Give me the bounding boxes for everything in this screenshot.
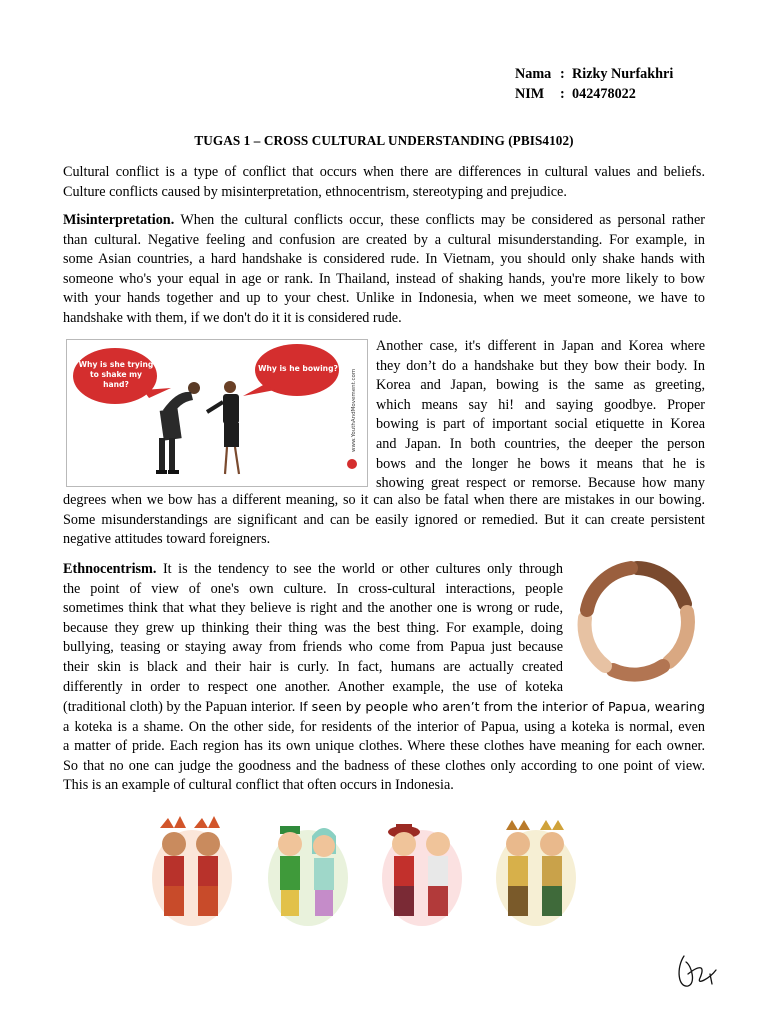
bowing-line: they don’t do a handshake but they bow their body. In xyxy=(376,357,705,374)
ethnocentrism-line-1 xyxy=(63,560,563,580)
bubble-left-text: Why is she trying to shake my hand? xyxy=(78,360,154,389)
misinterpretation-heading: Misinterpretation. xyxy=(63,212,175,228)
bowing-continuation xyxy=(63,491,705,550)
bubble-right-text: Why is he bowing? xyxy=(258,364,338,373)
bowing-line: showing great respect or remorse. Because how many xyxy=(376,475,705,492)
misinterpretation-line-1 xyxy=(63,211,705,231)
bowing-full-line: degrees when we bow has a different meaning, so it can also be fatal when there are mistakes in our bowing. xyxy=(63,492,705,508)
ethnocentrism-line: their skin is black and their hair is curly. In fact, humans are actually created xyxy=(63,658,563,675)
ethnocentrism-line-8a: (traditional cloth) by the Papuan interior. xyxy=(63,699,296,715)
bowing-man xyxy=(156,382,200,474)
intro-paragraph xyxy=(63,163,705,202)
couple-3 xyxy=(382,824,462,926)
bowing-full-line: negative attitudes toward foreigners. xyxy=(63,531,271,548)
ethnocentrism-mixed-line xyxy=(63,697,705,718)
nim-sep: : xyxy=(560,86,565,102)
bowing-illustration-svg xyxy=(67,340,367,486)
ethnocentrism-full-line: a koteka is a shame. On the other side, for residents of the interior of Papua, using a koteka is normal, even xyxy=(63,718,705,735)
bowing-full-line: Some misunderstandings are significant and can be easily ignored or remedied. But it can create persistent xyxy=(63,511,705,528)
couple-2 xyxy=(268,826,348,926)
misinterpretation-line: handshake with them, if we don't do it it is considered rude. xyxy=(63,309,402,326)
bowing-line: which means say hi! and saying goodbye. Proper xyxy=(376,396,705,413)
bowing-side-text xyxy=(376,337,705,494)
ethnocentrism-text: It is the tendency to see the world or other cultures only through xyxy=(156,561,563,577)
misinterpretation-line: someone who's your equal in age or rank. In Thailand, instead of shaking hands, you're more likely to bow xyxy=(63,270,705,287)
couple-4 xyxy=(496,820,576,926)
name-value: Rizky Nurfakhri xyxy=(572,66,674,82)
signature-mark xyxy=(670,948,726,996)
bowing-line: and Japan. In both countries, the deeper the person xyxy=(376,435,705,452)
ethnocentrism-line: bullying, teasing or staying away from friends who come from Papua just because xyxy=(63,639,563,656)
hands-circle-image xyxy=(573,558,701,686)
nim-key: NIM xyxy=(515,86,545,102)
bow-watermark: www.YouthAndMovement.com xyxy=(351,368,357,452)
bubble-left-text-wrap xyxy=(77,360,155,394)
bowing-illustration xyxy=(66,339,368,487)
misinterpretation-line: than cultural. Negative feeling and confusion are created by a cultural misunderstanding. For example, in xyxy=(63,231,705,248)
signature-svg xyxy=(670,948,726,996)
ethnocentrism-line: sometimes think that what they believe is right and the another one is wrong or rude, xyxy=(63,600,563,617)
traditional-couples-image xyxy=(150,814,580,930)
page-title: TUGAS 1 – CROSS CULTURAL UNDERSTANDING (PBIS4102) xyxy=(194,133,574,148)
bowing-line: Korea and Japan, bowing is the same as greeting, xyxy=(376,377,705,394)
ethnocentrism-line: because they grew up thinking their thing was the best thing. For example, doing xyxy=(63,619,563,636)
ethnocentrism-line-8b: If seen by people who aren’t from the interior of Papua, wearing xyxy=(295,699,706,714)
student-info xyxy=(515,64,673,104)
bubble-right-text-wrap xyxy=(257,364,339,380)
misinterpretation-line: with your hands together and up to your chest. Unlike in Indonesia, when we meet someone, we have to xyxy=(63,290,705,307)
ethnocentrism-full-line: This is an example of cultural conflict that often occurs in Indonesia. xyxy=(63,777,454,794)
ethnocentrism-full-line: So that no one can judge the goodness and the badness of these clothes only according to one point of view. xyxy=(63,757,705,774)
name-key: Nama xyxy=(515,66,552,82)
bowing-line: bows and the longer he bows it means that he is xyxy=(376,455,705,472)
misinterpretation-paragraph xyxy=(63,211,705,329)
ethnocentrism-line: differently in order to respect one another. Another example, the use of koteka xyxy=(63,678,563,695)
ethnocentrism-full-line: a matter of pride. Each region has its own unique clothes. Where these clothes have meaning for each owner. xyxy=(63,738,705,755)
ethnocentrism-continuation xyxy=(63,697,705,796)
couple-1 xyxy=(152,816,232,926)
nim-value: 042478022 xyxy=(572,86,636,102)
standing-woman xyxy=(207,381,239,474)
bowing-line: bowing is part of important social etiquette in Korea xyxy=(376,416,705,433)
misinterpretation-line: some Asian countries, a hard handshake is considered rude. In Vietnam, you should only shake hands with xyxy=(63,251,705,268)
ethnocentrism-heading: Ethnocentrism. xyxy=(63,561,157,577)
ethnocentrism-line: the point of view of one's own culture. In cross-cultural interactions, people xyxy=(63,580,563,597)
hands-circle-svg xyxy=(573,558,701,686)
misinterpretation-text: When the cultural conflicts occur, these conflicts may be considered as personal rather xyxy=(174,212,705,228)
name-sep: : xyxy=(560,66,565,82)
intro-line: Culture conflicts caused by misinterpretation, ethnocentrism, stereotyping and prejudice. xyxy=(63,183,567,200)
bowing-line: Another case, it's different in Japan and Korea where xyxy=(376,338,705,354)
traditional-couples-svg xyxy=(150,814,580,930)
ethnocentrism-side-text xyxy=(63,560,563,697)
logo-dot-icon xyxy=(347,459,357,469)
intro-line: Cultural conflict is a type of conflict that occurs when there are differences in cultural values and beliefs. xyxy=(63,164,705,180)
